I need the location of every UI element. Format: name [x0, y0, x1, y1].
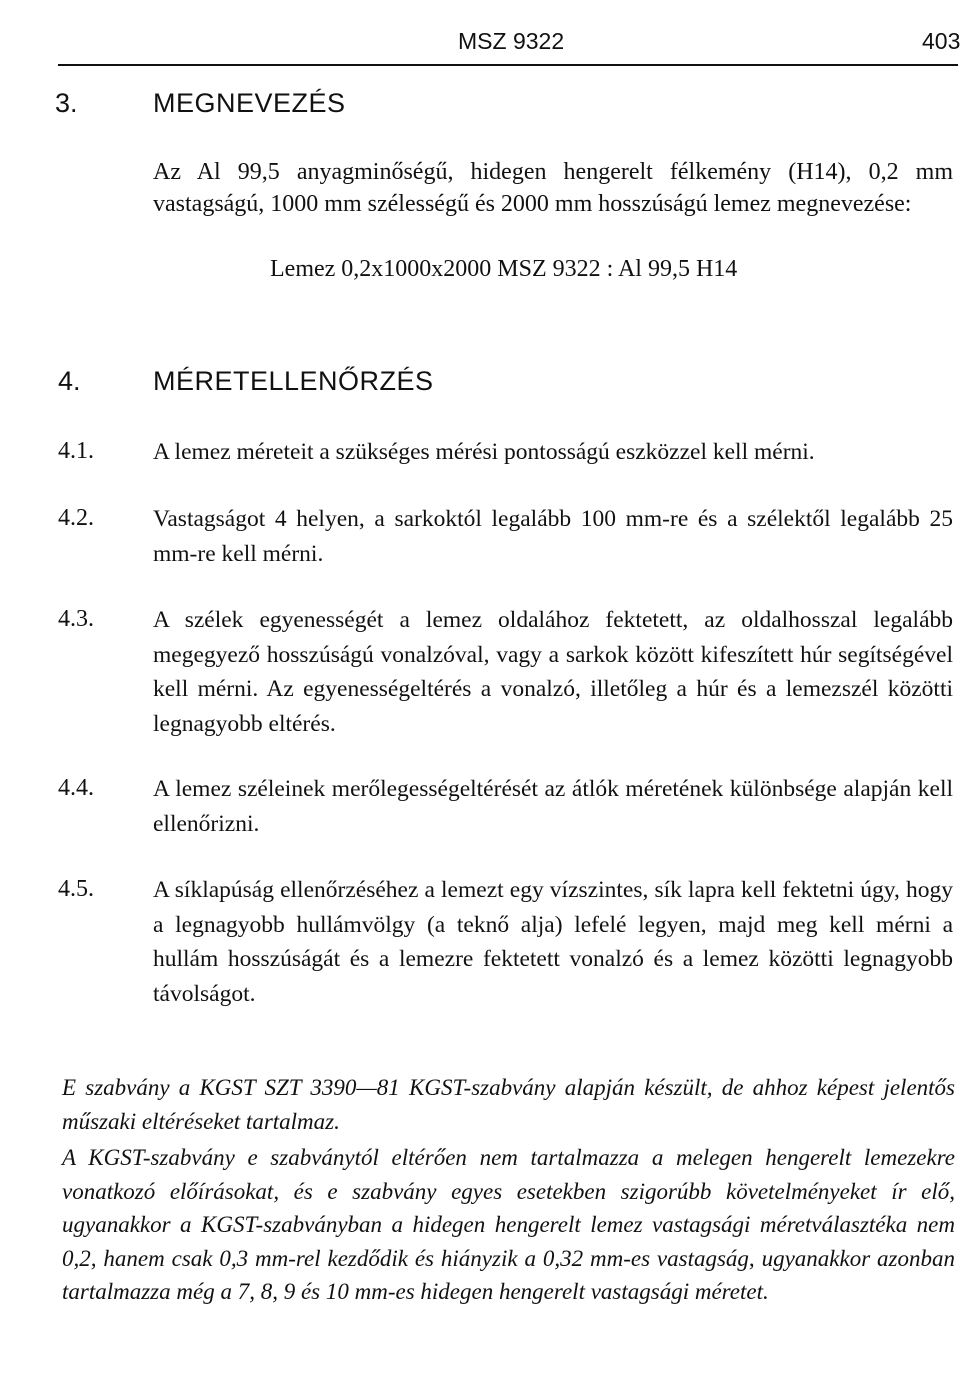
item-number: 4.4. [58, 775, 94, 801]
item-text: A lemez széleinek merőlegességeltérését az átlók méretének különbsége alapján kell ellenőrizni. [153, 776, 953, 837]
section-4-number: 4. [58, 366, 81, 396]
page-number: 403 [922, 28, 960, 54]
section-3-title: MEGNEVEZÉS [153, 88, 346, 118]
item-number: 4.2. [58, 505, 94, 531]
item-text: A síklapúság ellenőrzéséhez a lemezt egy vízszintes, sík lapra kell fektetni úgy, hogy a legnagyobb hullámvölgy (a teknő alja) lefelé legyen, majd meg kell mérni a hullám hosszúságát és a lemezre fektetett vonalzó és a lemez közötti legnagyobb távolságot. [153, 877, 953, 1007]
item-number: 4.1. [58, 438, 94, 464]
note-paragraph: E szabvány a KGST SZT 3390—81 KGST-szabvány alapján készült, de ahhoz képest jelentős műszaki eltéréseket tartalmaz. [62, 1075, 955, 1134]
standard-code: MSZ 9322 [458, 28, 565, 54]
designation-line: Lemez 0,2x1000x2000 MSZ 9322 : Al 99,5 H14 [270, 256, 738, 282]
item-text: A szélek egyenességét a lemez oldalához fektetett, az oldalhosszal legalább megegyező hosszúságú vonalzóval, vagy a sarkok között kifeszített húr segítségével kell mérni. Az egyenességeltérés a vonalzó, illetőleg a húr és a lemezszél közötti legnagyobb eltérés. [153, 607, 953, 737]
header-rule [58, 64, 958, 66]
section-3-paragraph: Az Al 99,5 anyagminőségű, hidegen hengerelt félkemény (H14), 0,2 mm vastagságú, 1000 mm szélességű és 2000 mm hosszúságú lemez megnevezése: [153, 159, 953, 217]
section-4-title: MÉRETELLENŐRZÉS [153, 366, 434, 396]
note-paragraph: A KGST-szabvány e szabványtól eltérően nem tartalmazza a melegen hengerelt lemezekre vonatkozó előírásokat, és e szabvány egyes esetekben szigorúbb követelményeket ír elő, ugyanakkor a KGST-szabványban a hidegen hengerelt lemez vastagsági méretválasztéka nem 0,2, hanem csak 0,3 mm-rel kezdődik és hiányzik a 0,32 mm-es vastagság, ugyanakkor azonban tartalmazza még a 7, 8, 9 és 10 mm-es hidegen hengerelt vastagsági méretet. [62, 1145, 955, 1305]
item-number: 4.5. [58, 876, 94, 902]
item-number: 4.3. [58, 606, 94, 632]
item-text: A lemez méreteit a szükséges mérési pontosságú eszközzel kell mérni. [153, 439, 815, 465]
section-3-number: 3. [55, 88, 78, 118]
item-text: Vastagságot 4 helyen, a sarkoktól legalább 100 mm-re és a szélektől legalább 25 mm-re kell mérni. [153, 506, 953, 567]
